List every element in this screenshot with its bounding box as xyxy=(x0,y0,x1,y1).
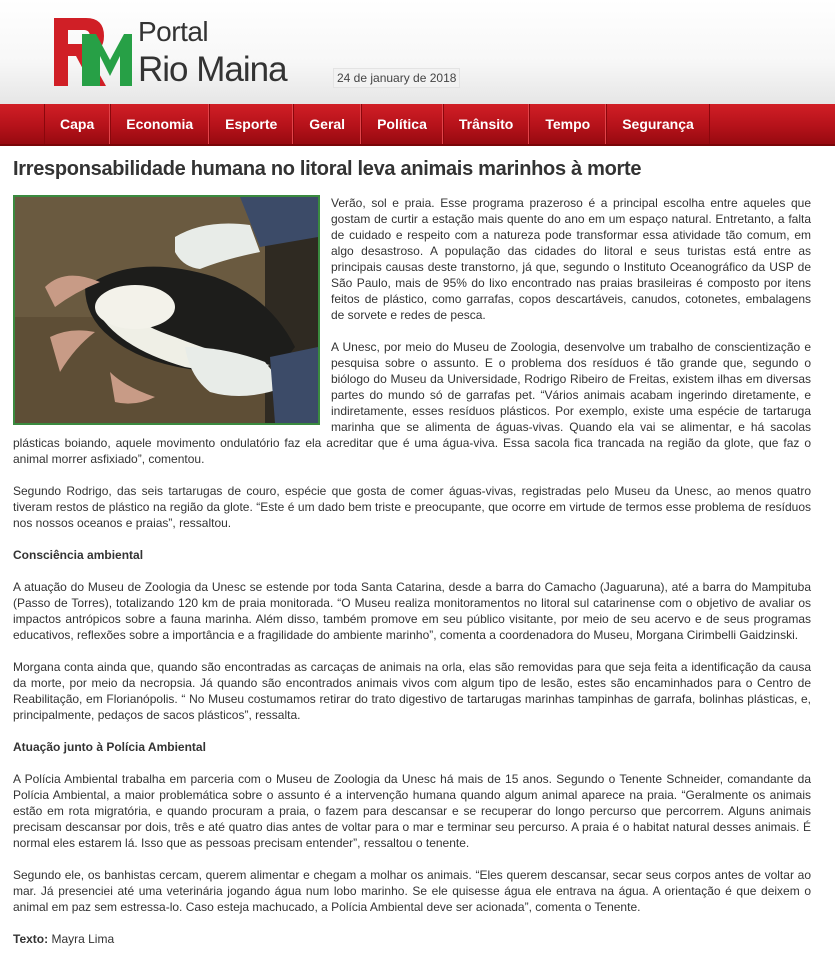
logo-site-name: Rio Maina xyxy=(138,50,287,89)
logo-rm-icon[interactable] xyxy=(52,16,132,88)
article-paragraph: A Unesc, por meio do Museu de Zoologia, desenvolve um trabalho de conscientização e pesquisa sobre o assunto. E o problema dos resíduos é tão grande que, segundo o biólogo do Museu da Universidade, Rodrigo Ribeiro de Freitas, existem ilhas em diversas partes do mundo só de garrafas pet. “Vários animais acabam ingerindo diretamente, e indiretamente, esses resíduos plásticos. Por exemplo, existe uma espécie de tartaruga marinha que se alimenta de águas-vivas. Quando ela vai se alimentar, e há sacolas plásticas boiando, aquele movimento ondulatório faz ela acreditar que é uma água-viva. Essa sacola fica trancada na região da glote, que faz o animal morrer asfixiado”, comentou. xyxy=(13,340,811,466)
nav-item-tempo[interactable]: Tempo xyxy=(529,104,606,144)
credit-label: Texto: xyxy=(13,932,49,946)
nav-item-esporte[interactable]: Esporte xyxy=(209,104,293,144)
nav-item-economia[interactable]: Economia xyxy=(110,104,209,144)
article-paragraph: Morgana conta ainda que, quando são encontradas as carcaças de animais na orla, elas são removidas para que seja feita a identificação da causa da morte, por meio da necropsia. Já quando são encontrados animais vivos com algum tipo de lesão, estes são encaminhados para o Centro de Reabilitação, em Florianópolis. “ No Museu costumamos retirar do trato digestivo de tartarugas marinhas tampinhas de garrafa, bolinhas plásticas, e, principalmente, pedaços de sacos plásticos”, ressalta. xyxy=(13,660,811,722)
nav-item-seguranca[interactable]: Segurança xyxy=(606,104,710,144)
photo-float-space xyxy=(13,195,331,435)
article-paragraph: Segundo Rodrigo, das seis tartarugas de couro, espécie que gosta de comer águas-vivas, registradas pelo Museu da Unesc, ao menos quatro tiveram restos de plástico na região da glote. “Este é um dado bem triste e preocupante, que ocorre em virtude de termos esse problema de resíduos nos nossos oceanos e praias”, ressaltou. xyxy=(13,484,811,530)
section-heading-consciencia: Consciência ambiental xyxy=(13,548,144,562)
article-title: Irresponsabilidade humana no litoral leva animais marinhos à morte xyxy=(13,158,642,180)
article-paragraph: A Polícia Ambiental trabalha em parceria com o Museu de Zoologia da Unesc há mais de 15 anos. Segundo o Tenente Schneider, comandante da Polícia Ambiental, a maior problemática sobre o assunto é a intervenção humana quando algum animal aparece na praia. “Geralmente os animais estão em rota migratória, e quando procuram a praia, o fazem para descansar e se recuperar do longo percurso que percorrem. Alguns animais precisam descansar por dois, três e até quatro dias antes de voltar para o mar e terminar seu percurso. A praia é o habitat natural desses animais. É normal eles estarem lá. Isso que as pessoas precisam entender”, ressaltou o tenente. xyxy=(13,772,811,850)
nav-item-politica[interactable]: Política xyxy=(361,104,443,144)
credit-name: Mayra Lima xyxy=(51,932,115,946)
article-body xyxy=(13,195,811,963)
nav-item-geral[interactable]: Geral xyxy=(293,104,361,144)
section-heading-policia: Atuação junto à Polícia Ambiental xyxy=(13,740,206,754)
article-paragraph: Verão, sol e praia. Esse programa prazeroso é a principal escolha entre aqueles que gostam de curtir a estação mais quente do ano em um espaço natural. Entretanto, a falta de cuidado e respeito com a natureza pode transformar essa atividade tão comum, em algo desastroso. A população das cidades do litoral e seus turistas está entre as principais causas deste transtorno, já que, segundo o Instituto Oceanográfico da USP de São Paulo, mais de 95% do lixo encontrado nas praias brasileiras é composto por itens feitos de plástico, como garrafas, copos descartáveis, canudos, cotonetes, embalagens de sorvete e redes de pesca. xyxy=(331,196,811,322)
nav-item-transito[interactable]: Trânsito xyxy=(443,104,529,144)
article-paragraph: Segundo ele, os banhistas cercam, querem alimentar e chegam a molhar os animais. “Eles querem descansar, secar seus corpos antes de voltar ao mar. Já presenciei até uma veterinária jogando água num lobo marinho. Se ele quisesse água ele entrava na água. A orientação é que deixem o animal em paz sem estressa-lo. Caso esteja machucado, a Polícia Ambiental deve ser acionada”, comenta o Tenente. xyxy=(13,868,811,914)
current-date: 24 de january de 2018 xyxy=(333,68,460,88)
article-paragraph: A atuação do Museu de Zoologia da Unesc se estende por toda Santa Catarina, desde a barra do Camacho (Jaguaruna), até a barra do Mampituba (Passo de Torres), totalizando 120 km de praia monitorada. “O Museu realiza monitoramentos no litoral sul catarinense com o objetivo de avaliar os impactos antrópicos sobre a fauna marinha. Além disso, também promove em seu público visitante, por meio de seu acervo e de seus programas educativos, reflexões sobre a importância e a fragilidade do ambiente marinho”, comenta a coordenadora do Museu, Morgana Cirimbelli Gaidzinski. xyxy=(13,580,811,642)
author-credit xyxy=(13,931,811,947)
site-header xyxy=(0,0,835,104)
main-navbar xyxy=(0,104,835,146)
logo-portal-text: Portal xyxy=(138,16,209,47)
nav-item-capa[interactable]: Capa xyxy=(44,104,110,144)
nav-menu xyxy=(44,104,710,144)
